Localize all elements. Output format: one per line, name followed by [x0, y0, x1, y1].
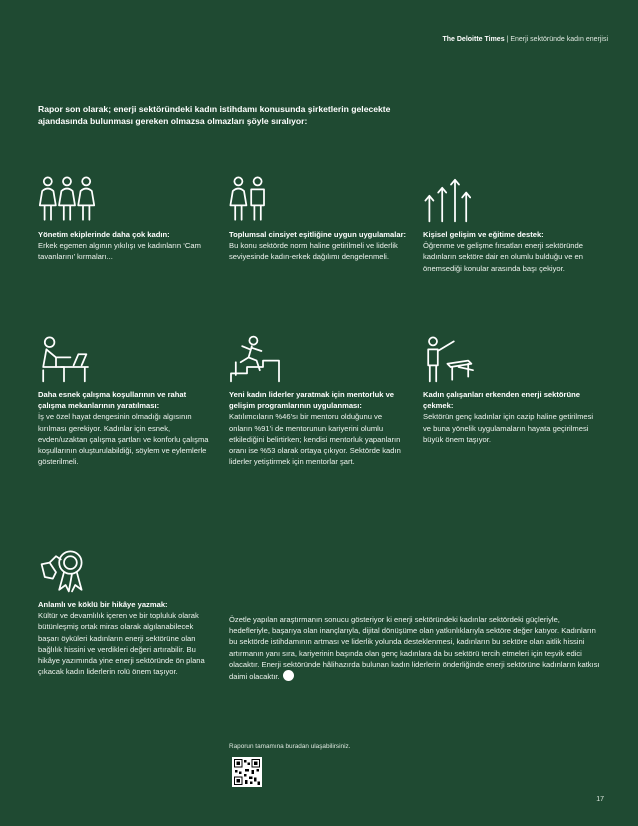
- qr-label: Raporun tamamına buradan ulaşabilirsiniz.: [229, 743, 351, 750]
- item-title: Kadın çalışanları erkenden enerji sektörüne çekmek:: [423, 390, 580, 411]
- remote-work-icon: [38, 335, 216, 383]
- header-separator: |: [506, 36, 509, 43]
- growth-arrows-icon: [423, 175, 601, 223]
- item-personal-development: [423, 175, 601, 274]
- end-mark-icon: [283, 670, 294, 681]
- item-title: Daha esnek çalışma koşullarının ve rahat çalışma mekanlarının yaratılması:: [38, 390, 187, 411]
- item-body: Erkek egemen algının yıkılışı ve kadınların ‘Cam tavanlarını’ kırmaları...: [38, 241, 201, 262]
- item-body: Sektörün genç kadınlar için cazip haline getirilmesi ve buna yönelik uygulamaların hayata geçirilmesi büyük önem taşıyor.: [423, 412, 594, 444]
- item-body: Katılımcıların %46’sı bir mentoru olduğunu ve onların %91’i de mentorunun kariyerini olumlu etkilediğini belirtirken; kendisi mentorluk yapanların oranı ise %53 olarak ortaya çıkıyor. Sektörde kadın liderler yetiştirmek için mentorlar şart.: [229, 412, 401, 467]
- women-group-icon: [38, 175, 216, 223]
- teacher-icon: [423, 335, 601, 383]
- item-title: Yeni kadın liderler yaratmak için mentorluk ve gelişim programlarının uygulanması:: [229, 390, 395, 411]
- item-body: İş ve özel hayat dengesinin olmadığı algısının kırılması gerekiyor. Kadınlar için esnek, evden/uzaktan çalışma şartları ve konforlu çalışma koşullarının oluşturulabildiği, söylem ve eylemlerle gösterilmeli.: [38, 412, 209, 467]
- item-title: Yönetim ekiplerinde daha çok kadın:: [38, 230, 170, 239]
- item-gender-equality: [229, 175, 407, 263]
- header-brand: The Deloitte Times: [442, 36, 505, 43]
- career-steps-icon: [229, 335, 407, 383]
- summary-paragraph: [229, 614, 601, 682]
- running-header: [442, 36, 608, 43]
- item-title: Kişisel gelişim ve eğitime destek:: [423, 230, 544, 239]
- item-mentoring: [229, 335, 407, 467]
- item-title: Toplumsal cinsiyet eşitliğine uygun uygulamalar:: [229, 230, 407, 239]
- award-ribbon-icon: [38, 545, 214, 593]
- item-early-attraction: [423, 335, 601, 445]
- item-body: Öğrenme ve gelişme fırsatları enerji sektöründe kadınların sektöre dair en olumlu bulduğu ve en önemsediği konular arasında başı çekiyor.: [423, 241, 583, 273]
- item-title: Anlamlı ve köklü bir hikâye yazmak:: [38, 600, 168, 609]
- item-body: Bu konu sektörde norm haline getirilmeli ve liderlik seviyesinde kadın-erkek dağılımı dengelenmeli.: [229, 241, 398, 262]
- item-story: [38, 545, 214, 677]
- summary-text: Özetle yapılan araştırmanın sonucu gösteriyor ki enerji sektöründeki kadınlar sektördeki güçleriyle, hedefleriyle, başarıya olan inançlarıyla, dijital dönüşüme olan yatkınlıklarıyla sektöre değer katıyor. Kadınların bu sektörde istihdamının artması ve liderlik yolunda desteklenmesi, kadınların bu sektöre olan aitlik hissini artırmanın yanı sıra, kariyerinin başında olan genç kadınlara da bu sektörü tercih etmeleri için teşvik edici olacaktır. Enerji sektöründe hâlihazırda bulunan kadın liderlerin önderliğinde enerji sektörüne kadınların katkısı daimi olacaktır.: [229, 615, 600, 682]
- item-flexible-work: [38, 335, 216, 467]
- item-body: Kültür ve devamlılık içeren ve bir topluluk olarak bütünleşmiş ortak miras olarak algılanabilecek başarı öyküleri kadınların enerji sektörüne olan bağlılık hissini ve verdikleri değeri artırabilir. Bu hikâye yazımında yine enerji sektöründe ön plana çıkacak kadın liderlerin rolü önem taşıyor.: [38, 611, 205, 677]
- item-women-leadership: [38, 175, 216, 263]
- intro-paragraph: Rapor son olarak; enerji sektöründeki kadın istihdamı konusunda şirketlerin gelecekte ajandasında bulunması gereken olmazsa olmazları şöyle sıralıyor:: [38, 104, 391, 126]
- gender-equality-icon: [229, 175, 407, 223]
- page-number: 17: [596, 796, 604, 803]
- qr-code-icon[interactable]: [232, 757, 262, 787]
- header-section: Enerji sektöründe kadın enerjisi: [510, 36, 608, 43]
